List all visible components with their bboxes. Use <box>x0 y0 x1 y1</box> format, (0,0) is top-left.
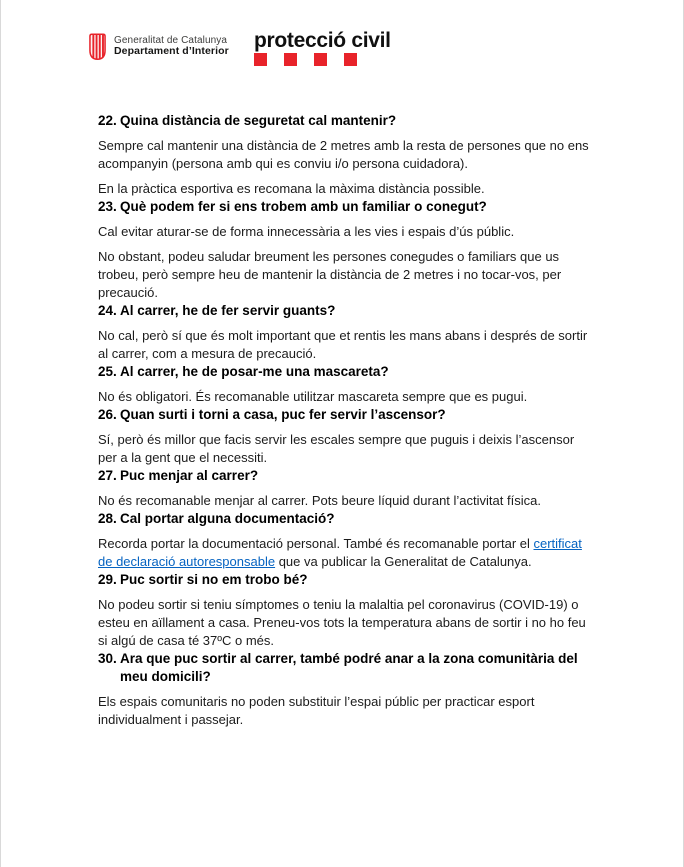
answer-paragraph: No cal, però sí que és molt important que et rentis les mans abans i després de sortir al carrer, com a mesura de precaució. <box>98 328 588 361</box>
faq-item-28 <box>98 510 591 571</box>
faq-item-22 <box>98 112 591 198</box>
proteccio-civil-brand <box>254 30 391 66</box>
question-number: 25. <box>98 364 117 379</box>
answer-paragraph: En la pràctica esportiva es recomana la màxima distància possible. <box>98 181 485 196</box>
faq-item-25 <box>98 363 591 406</box>
faq-item-26 <box>98 406 591 467</box>
question-number: 22. <box>98 113 117 128</box>
logo-org-name: Generalitat de Catalunya <box>114 35 228 46</box>
question-number: 24. <box>98 303 117 318</box>
answer-paragraph: Cal evitar aturar-se de forma innecessària a les vies i espais d’ús públic. <box>98 224 515 239</box>
brand-square <box>314 53 327 66</box>
question-heading <box>98 112 591 130</box>
generalitat-senyera-shield-icon <box>89 33 106 61</box>
question-heading <box>98 363 591 381</box>
brand-red-squares <box>254 53 391 66</box>
faq-item-23 <box>98 198 591 302</box>
question-heading <box>98 467 591 485</box>
question-text: Què podem fer si ens trobem amb un familiar o conegut? <box>120 199 487 214</box>
answer-text-before-link: Recorda portar la documentació personal. També és recomanable portar el <box>98 536 534 551</box>
answer-paragraph: No és obligatori. És recomanable utilitzar mascareta sempre que es pugui. <box>98 389 528 404</box>
answer-paragraph: No és recomanable menjar al carrer. Pots beure líquid durant l’activitat física. <box>98 493 541 508</box>
brand-square <box>284 53 297 66</box>
faq-item-29 <box>98 571 591 650</box>
question-text: Puc menjar al carrer? <box>120 468 259 483</box>
generalitat-logo-text <box>114 35 229 57</box>
question-text: Al carrer, he de posar-me una mascareta? <box>120 364 389 379</box>
faq-item-27 <box>98 467 591 510</box>
faq-item-30 <box>98 650 591 729</box>
question-heading <box>98 510 591 528</box>
question-heading <box>98 571 591 589</box>
faq-content <box>1 65 683 729</box>
question-number: 28. <box>98 511 117 526</box>
brand-square <box>344 53 357 66</box>
question-heading <box>98 198 591 216</box>
question-text: Puc sortir si no em trobo bé? <box>120 572 308 587</box>
answer-paragraph <box>98 535 591 571</box>
faq-item-24 <box>98 302 591 363</box>
question-number: 23. <box>98 199 117 214</box>
question-text: Quan surti i torni a casa, puc fer servir l’ascensor? <box>120 407 446 422</box>
question-text: Al carrer, he de fer servir guants? <box>120 303 336 318</box>
question-heading <box>98 302 591 320</box>
logo-department-name: Departament d’Interior <box>114 45 229 57</box>
answer-paragraph: No podeu sortir si teniu símptomes o teniu la malaltia pel coronavirus (COVID-19) o esteu en aïllament a casa. Preneu-vos tots la temperatura abans de sortir i no ho feu si algú de casa té 37ºC o més. <box>98 597 586 648</box>
answer-paragraph: No obstant, podeu saludar breument les persones conegudes o familiars que us trobeu, però sempre heu de mantenir la distància de 2 metres i no tocar-vos, per precaució. <box>98 249 562 300</box>
question-heading <box>98 406 591 424</box>
question-text: Quina distància de seguretat cal mantenir? <box>120 113 397 128</box>
answer-paragraph: Sí, però és millor que facis servir les escales sempre que puguis i deixis l’ascensor per a la gent que el necessiti. <box>98 432 575 465</box>
question-number: 29. <box>98 572 117 587</box>
brand-square <box>254 53 267 66</box>
page-header <box>1 0 683 65</box>
answer-text-after-link: que va publicar la Generalitat de Catalunya. <box>275 554 532 569</box>
question-number: 26. <box>98 407 117 422</box>
answer-paragraph: Els espais comunitaris no poden substituir l’espai públic per practicar esport individualment i passejar. <box>98 694 535 727</box>
question-text: Ara que puc sortir al carrer, també podré anar a la zona comunitària del meu domicili? <box>120 651 578 684</box>
brand-title: protecció civil <box>254 29 391 52</box>
certificat-autoresponsable-link[interactable]: certificat de declaració autoresponsable <box>98 536 582 569</box>
answer-paragraph: Sempre cal mantenir una distància de 2 metres amb la resta de persones que no ens acompanyin (persona amb qui es conviu i/o persona cuidadora). <box>98 138 589 171</box>
question-number: 27. <box>98 468 117 483</box>
question-heading <box>98 650 591 686</box>
question-text: Cal portar alguna documentació? <box>120 511 335 526</box>
question-number: 30. <box>98 651 117 666</box>
